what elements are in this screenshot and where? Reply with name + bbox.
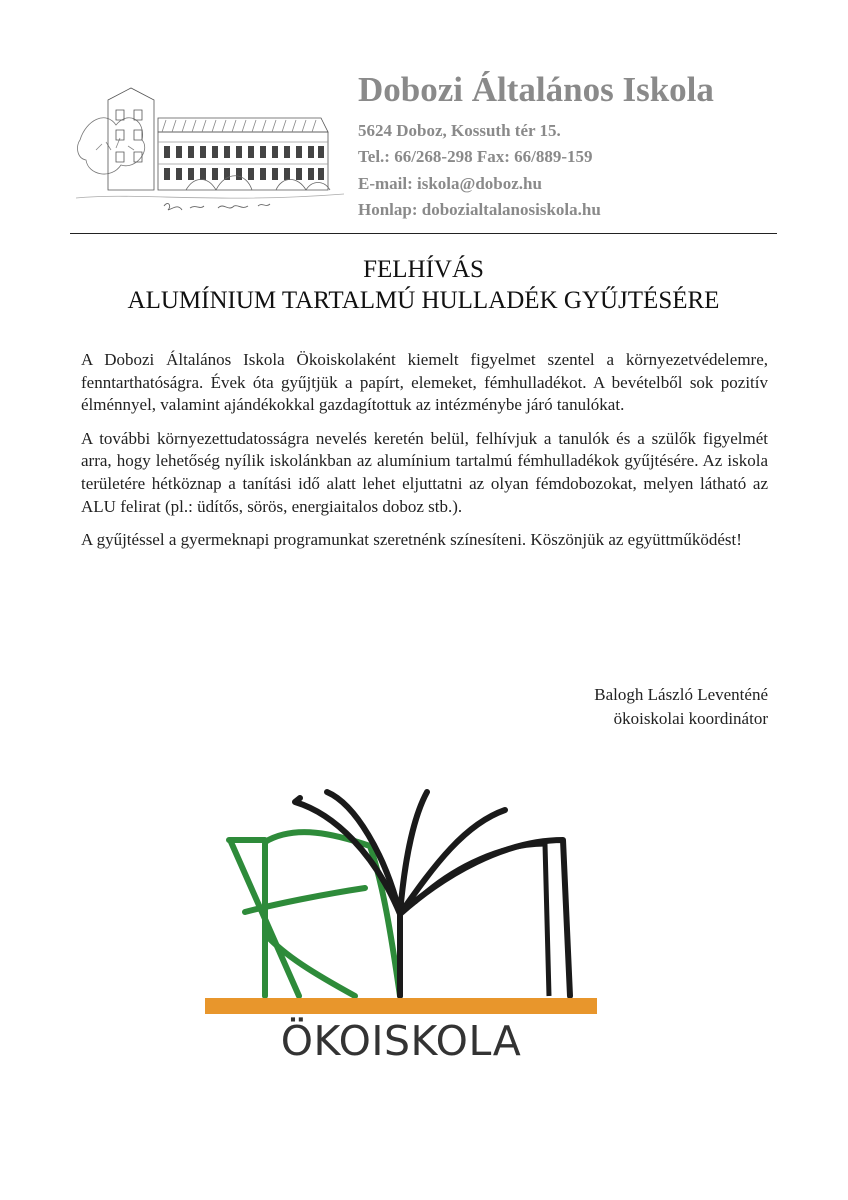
school-address: 5624 Doboz, Kossuth tér 15. [358, 121, 561, 140]
header-divider [70, 233, 777, 234]
signatory-name: Balogh László Leventéné [594, 685, 768, 704]
signatory-role: ökoiskolai koordinátor [613, 709, 768, 728]
signature-block [594, 683, 768, 731]
notice-title: FELHÍVÁS [363, 256, 484, 283]
notice-body [81, 349, 768, 563]
school-email: E-mail: iskola@doboz.hu [358, 173, 542, 193]
body-paragraph: A további környezettudatosságra nevelés keretén belül, felhívjuk a tanulók és a szülők figyelmét arra, hogy lehetőség nyílik iskolánkban az alumínium tartalmú fémhulladékok gyűjtésére. Az iskola területére hétköznap a tanítási idő alatt lehet eljuttatni az olyan fémdobozokat, melyen látható az ALU felirat (pl.: üdítős, sörös, energiaitalos doboz stb.). [81, 428, 768, 516]
body-paragraph: A gyűjtéssel a gyermeknapi programunkat szeretnénk színesíteni. Köszönjük az együttműködést! [81, 530, 742, 550]
school-building-sketch [76, 80, 346, 220]
school-website: Honlap: dobozialtalanosiskola.hu [358, 200, 601, 220]
body-paragraph: A Dobozi Általános Iskola Ökoiskolaként kiemelt figyelmet szentel a környezetvédelemre, fenntarthatóságra. Évek óta gyűjtjük a papírt, elemeket, fémhulladékot. A bevételből sok pozitív élménnyel, valamint ajándékokkal gazdagítottuk az intézménybe járó tanulókat. [81, 350, 768, 415]
logo-wordmark: ÖKOISKOLA [280, 1017, 522, 1065]
letterhead [358, 68, 714, 224]
school-name: Dobozi Általános Iskola [358, 70, 714, 109]
notice-subtitle: ALUMÍNIUM TARTALMÚ HULLADÉK GYŰJTÉSÉRE [127, 287, 720, 314]
school-phone-fax: Tel.: 66/268-298 Fax: 66/889-159 [358, 147, 593, 167]
